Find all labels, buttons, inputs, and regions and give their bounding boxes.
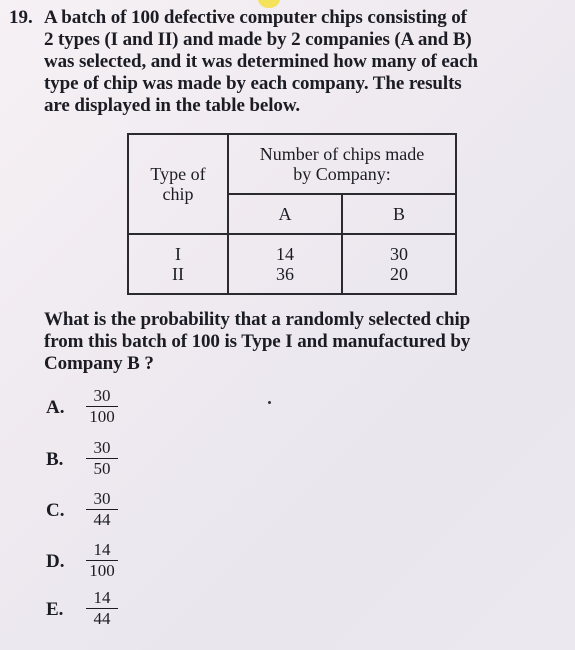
corner-header-line-2: chip <box>162 184 194 204</box>
choice-c-fraction[interactable] <box>86 490 118 529</box>
choice-e-fraction[interactable] <box>86 589 118 628</box>
choice-b-fraction[interactable] <box>86 439 118 478</box>
question-prompt-line-3: Company B ? <box>44 353 154 374</box>
value-type2-company-a: 36 <box>275 264 294 284</box>
row-label-type-2: II <box>172 264 184 284</box>
choice-c-letter[interactable]: C. <box>46 500 65 521</box>
corner-header-line-1: Type of <box>150 164 206 184</box>
choice-a-fraction[interactable] <box>86 387 118 426</box>
question-intro-line-4: type of chip was made by each company. The results <box>44 73 462 94</box>
company-b-values <box>342 234 456 294</box>
column-header-b: B <box>342 194 456 234</box>
choice-d-letter[interactable]: D. <box>46 551 65 572</box>
company-group-header <box>228 134 456 194</box>
choice-e-numerator: 14 <box>93 588 111 607</box>
choice-a-letter[interactable]: A. <box>46 397 65 418</box>
value-type1-company-a: 14 <box>275 244 294 264</box>
choice-c-denominator: 44 <box>93 510 111 529</box>
question-number: 19. <box>9 7 33 28</box>
column-header-a: A <box>228 194 342 234</box>
question-intro-line-5: are displayed in the table below. <box>44 95 301 116</box>
group-header-line-1: Number of chips made <box>259 144 425 164</box>
question-prompt-line-1: What is the probability that a randomly selected chip <box>44 309 471 330</box>
question-intro-line-3: was selected, and it was determined how many of each <box>44 51 478 72</box>
choice-d-fraction[interactable] <box>86 541 118 580</box>
value-type2-company-b: 20 <box>389 264 408 284</box>
stray-dot <box>268 401 271 404</box>
choice-a-denominator: 100 <box>89 407 115 426</box>
choice-e-denominator: 44 <box>93 609 111 628</box>
choice-b-numerator: 30 <box>93 438 111 457</box>
row-label-type-1: I <box>175 244 181 264</box>
question-intro-line-1: A batch of 100 defective computer chips consisting of <box>44 7 467 28</box>
choice-e-letter[interactable]: E. <box>46 599 64 620</box>
value-type1-company-b: 30 <box>389 244 408 264</box>
choice-d-numerator: 14 <box>93 540 111 559</box>
choice-a-numerator: 30 <box>93 386 111 405</box>
choice-d-denominator: 100 <box>89 561 115 580</box>
corner-header-cell <box>128 134 228 234</box>
type-cell <box>128 234 228 294</box>
company-a-values <box>228 234 342 294</box>
group-header-line-2: by Company: <box>293 164 391 184</box>
question-intro-line-2: 2 types (I and II) and made by 2 companies (A and B) <box>44 29 472 50</box>
chip-table <box>127 133 457 295</box>
question-prompt-line-2: from this batch of 100 is Type I and manufactured by <box>44 331 471 352</box>
choice-b-letter[interactable]: B. <box>46 449 64 470</box>
choice-b-denominator: 50 <box>93 459 111 478</box>
choice-c-numerator: 30 <box>93 489 111 508</box>
